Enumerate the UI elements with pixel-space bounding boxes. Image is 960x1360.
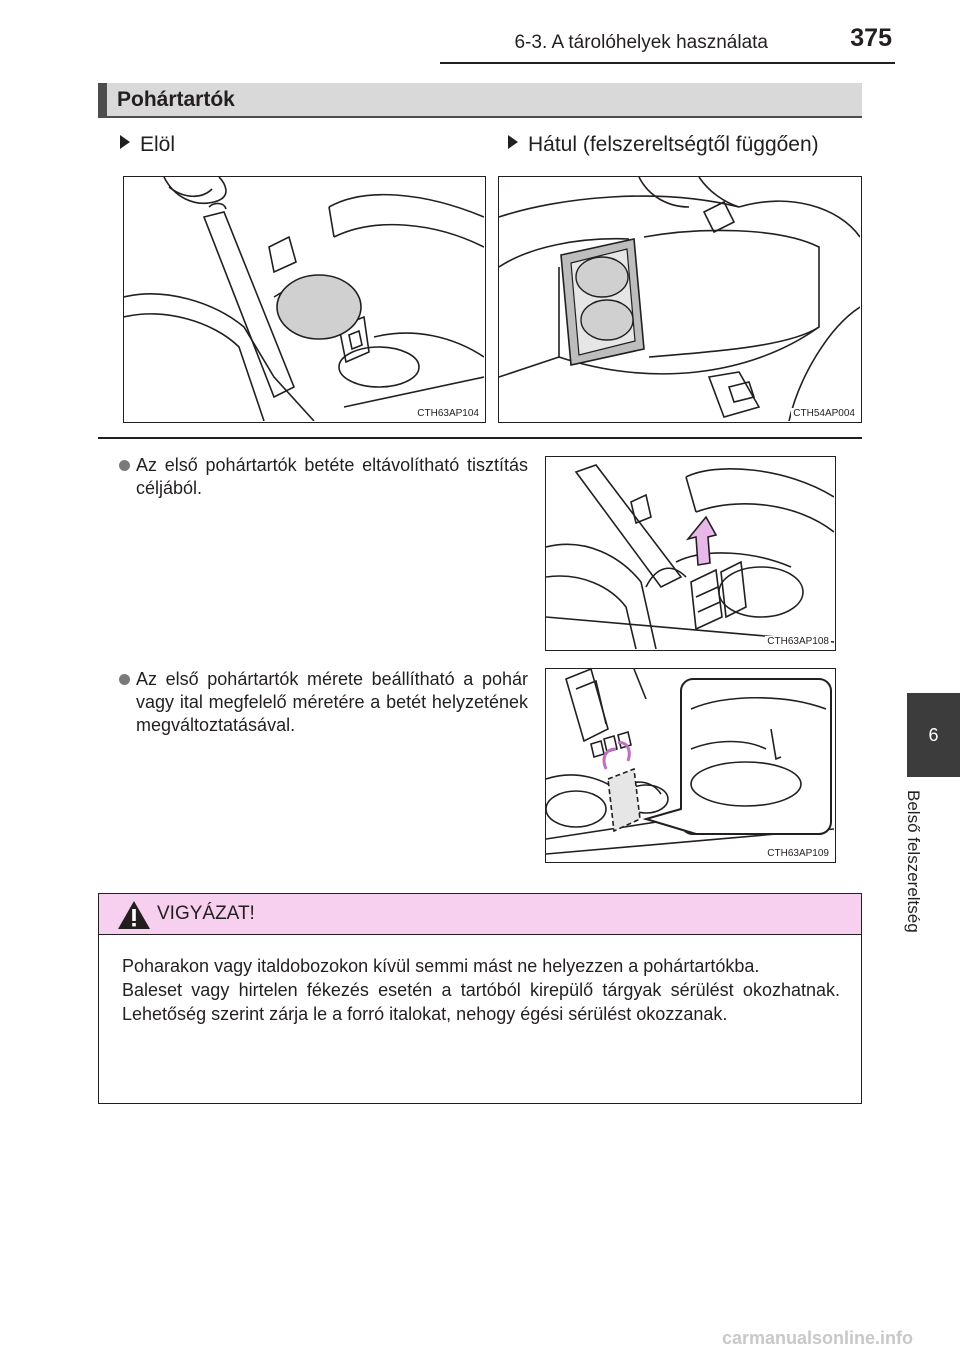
- caution-title: VIGYÁZAT!: [157, 903, 255, 924]
- chapter-tab: 6: [907, 693, 960, 777]
- header-rule: [440, 62, 895, 64]
- subsection-front-label: Elöl: [140, 133, 176, 156]
- subsection-rear-heading: [508, 133, 819, 157]
- bullet-dot-icon: [119, 460, 130, 471]
- subsection-front-heading: [120, 133, 175, 157]
- bullet-removable-insert: [136, 454, 528, 500]
- figure-code: CTH63AP104: [417, 408, 479, 419]
- bullet-text: Az első pohártartók mérete beállítható a pohár vagy ital megfelelő méretére a betét helyzetének megváltoztatásával.: [136, 669, 528, 735]
- running-header-section: 6-3. A tárolóhelyek használata: [514, 32, 768, 53]
- caution-body: [122, 954, 840, 1026]
- figure-code: CTH54AP004: [793, 408, 855, 419]
- warning-triangle-icon: [117, 900, 151, 930]
- figure-insert-removal: [545, 456, 836, 651]
- chapter-title-text: Belső felszereltség: [904, 790, 923, 933]
- section-header-bar: [98, 83, 862, 118]
- insert-adjustment-illustration: [546, 669, 834, 861]
- insert-removal-illustration: [546, 457, 834, 649]
- caution-box: [98, 893, 862, 1104]
- footer-watermark: carmanualsonline.info: [722, 1328, 914, 1348]
- figure-rear-cup-holders: [498, 176, 862, 423]
- figure-insert-adjustment: [545, 668, 836, 863]
- caution-paragraph: Poharakon vagy italdobozokon kívül semmi mást ne helyezzen a pohártartókba.: [122, 956, 760, 976]
- triangle-bullet-icon: [508, 135, 518, 149]
- front-cup-holder-illustration: [124, 177, 484, 421]
- bullet-dot-icon: [119, 674, 130, 685]
- triangle-bullet-icon: [120, 135, 130, 149]
- bullet-text: Az első pohártartók betéte eltávolítható tisztítás céljából.: [136, 455, 528, 498]
- bullet-adjustable-size: [136, 668, 528, 737]
- figure-front-cup-holders: [123, 176, 486, 423]
- page-number: 375: [850, 24, 892, 52]
- figure-code: CTH63AP108: [767, 636, 829, 647]
- caution-paragraph: Baleset vagy hirtelen fékezés esetén a tartóból kirepülő tárgyak sérülést okozhatnak. Lehetőség szerint zárja le a forró italokat, nehogy égési sérülést okozzanak.: [122, 980, 840, 1024]
- section-title: Pohártartók: [117, 88, 235, 111]
- subsection-rear-label: Hátul (felszereltségtől függően): [528, 133, 819, 156]
- caution-header: [99, 894, 861, 935]
- chapter-title-vertical: [904, 790, 946, 970]
- rear-cup-holder-illustration: [499, 177, 860, 421]
- figure-code: CTH63AP109: [767, 848, 829, 859]
- section-divider: [98, 437, 862, 439]
